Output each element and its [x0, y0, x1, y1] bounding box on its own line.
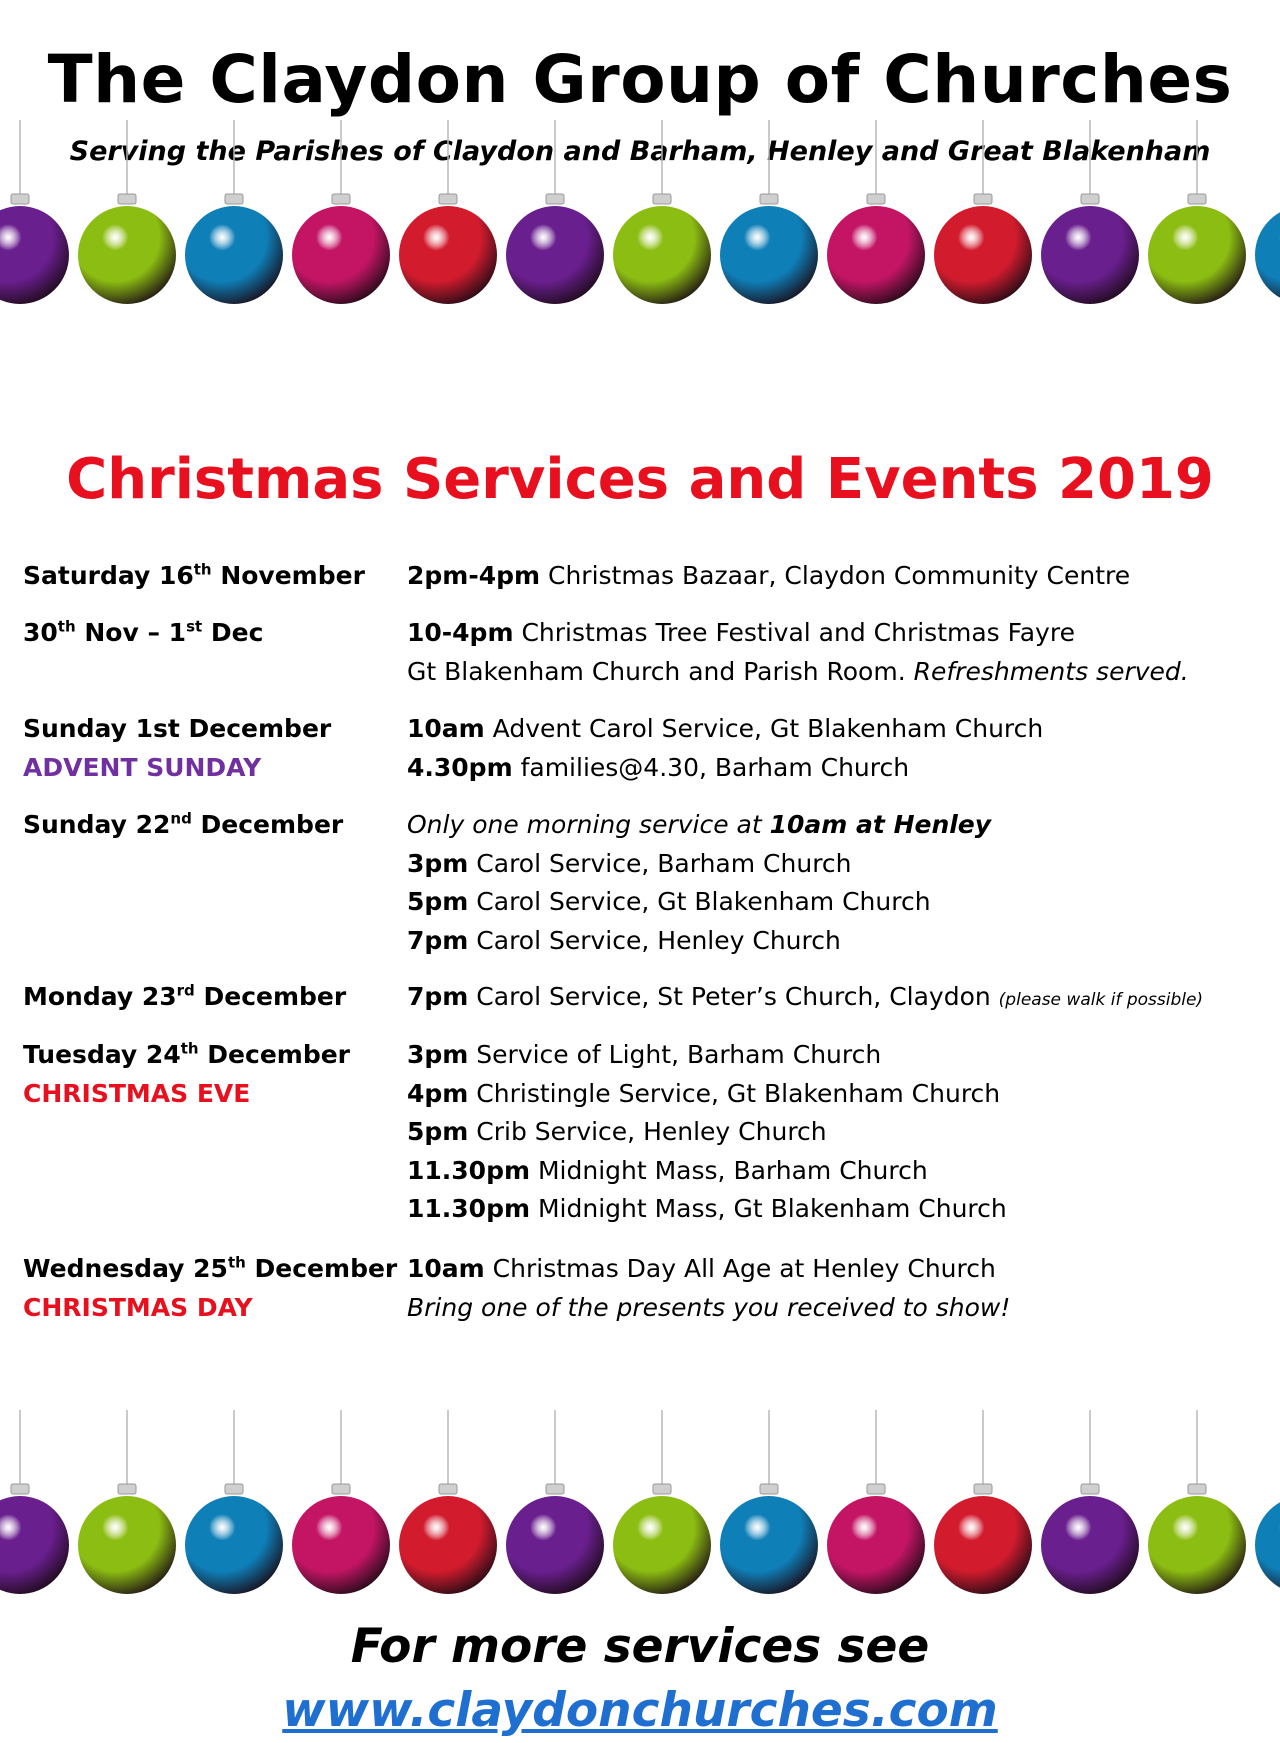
bauble-ornament	[934, 206, 1032, 304]
event-details	[407, 710, 1277, 787]
event-date	[23, 710, 408, 787]
event-date	[23, 806, 408, 845]
event-time: 10am	[407, 714, 485, 743]
event-time: 5pm	[407, 887, 469, 916]
event-description: Christmas Tree Festival and Christmas Fayre	[513, 618, 1075, 647]
bauble-cap	[11, 1484, 29, 1494]
bauble-cap	[332, 1484, 350, 1494]
bauble-ornament	[827, 206, 925, 304]
event-description: Carol Service, Gt Blakenham Church	[468, 887, 931, 916]
event-time: 3pm	[407, 1040, 469, 1069]
bauble-cap	[653, 1484, 671, 1494]
event-details	[407, 978, 1277, 1020]
event-time: 3pm	[407, 848, 469, 878]
event-description: Gt Blakenham Church and Parish Room.	[407, 656, 914, 686]
date-suffix: th	[227, 1253, 246, 1272]
bauble-ornament	[1041, 206, 1139, 304]
bauble-cap	[225, 194, 243, 204]
bauble-ornament	[720, 1496, 818, 1594]
date-suffix: th	[57, 617, 76, 636]
event-description: Carol Service, St Peter’s Church, Claydon	[468, 982, 999, 1011]
bauble-cap	[332, 194, 350, 204]
bauble-cap	[225, 1484, 243, 1494]
event-time: 5pm	[407, 1117, 469, 1146]
event-time: 10am	[407, 1254, 485, 1283]
bauble-ornament	[1041, 1496, 1139, 1594]
bauble-cap	[867, 194, 885, 204]
event-time: 10-4pm	[407, 618, 514, 647]
bauble-ornament	[934, 1496, 1032, 1594]
bauble-ornament	[0, 1496, 69, 1594]
footer-text: For more services see	[350, 1619, 930, 1674]
bauble-cap	[118, 194, 136, 204]
date-text: December	[198, 1040, 351, 1069]
bauble-cap	[974, 194, 992, 204]
bauble-cap	[1081, 1484, 1099, 1494]
event-time: 4.30pm	[407, 752, 513, 782]
event-details	[407, 614, 1277, 691]
bauble-cap	[1188, 194, 1206, 204]
date-text: 30	[23, 618, 58, 647]
bauble-ornament	[613, 1496, 711, 1594]
bauble-ornament	[827, 1496, 925, 1594]
events-heading: Christmas Services and Events 2019	[66, 447, 1214, 512]
bauble-cap	[546, 1484, 564, 1494]
ornament-row-bottom	[0, 1410, 1280, 1610]
bauble-garland-icon	[0, 120, 1280, 320]
event-description: Christmas Day All Age at Henley Church	[484, 1254, 996, 1283]
event-details	[407, 1036, 1277, 1229]
event-description: Carol Service, Henley Church	[468, 925, 841, 955]
bauble-cap	[760, 194, 778, 204]
event-date	[23, 614, 408, 653]
bauble-ornament	[1148, 1496, 1246, 1594]
event-time: 7pm	[407, 925, 469, 955]
event-description: Advent Carol Service, Gt Blakenham Church	[484, 714, 1044, 743]
event-date	[23, 557, 408, 596]
bauble-ornament	[292, 206, 390, 304]
bauble-ornament	[185, 206, 283, 304]
event-description: Christingle Service, Gt Blakenham Church	[468, 1078, 1001, 1108]
date-suffix: rd	[176, 981, 195, 1000]
event-note: Refreshments served.	[913, 656, 1189, 686]
occasion-label: CHRISTMAS DAY	[23, 1292, 253, 1322]
date-text: Sunday 22	[23, 810, 171, 839]
date-suffix: th	[180, 1039, 199, 1058]
bauble-cap	[1188, 1484, 1206, 1494]
occasion-label: CHRISTMAS EVE	[23, 1078, 251, 1108]
bauble-cap	[439, 1484, 457, 1494]
event-description: families@4.30, Barham Church	[512, 752, 910, 782]
event-description: Christmas Bazaar, Claydon Community Centre	[540, 561, 1131, 590]
event-date	[23, 1036, 408, 1113]
event-time: 11.30pm	[407, 1155, 531, 1185]
website-link[interactable]: www.claydonchurches.com	[282, 1683, 998, 1738]
event-note-emphasis: 10am at Henley	[769, 810, 992, 839]
date-suffix: th	[193, 560, 212, 579]
date-text: December	[191, 810, 344, 839]
event-date	[23, 1250, 408, 1327]
bauble-ornament	[292, 1496, 390, 1594]
bauble-ornament	[78, 1496, 176, 1594]
bauble-cap	[653, 194, 671, 204]
date-suffix: nd	[170, 809, 192, 828]
event-details	[407, 557, 1277, 596]
date-text: December	[245, 1254, 398, 1283]
bauble-ornament	[185, 1496, 283, 1594]
page-title: The Claydon Group of Churches	[47, 41, 1233, 118]
bauble-ornament	[1255, 1496, 1280, 1594]
date-text: Monday 23	[23, 982, 177, 1011]
date-text: Wednesday 25	[23, 1254, 228, 1283]
bauble-cap	[1081, 194, 1099, 204]
bauble-ornament	[399, 1496, 497, 1594]
event-note: Bring one of the presents you received to show!	[407, 1292, 1011, 1322]
ornament-row-top	[0, 120, 1280, 320]
bauble-cap	[118, 1484, 136, 1494]
event-details	[407, 1250, 1277, 1327]
event-description: Midnight Mass, Barham Church	[530, 1155, 928, 1185]
bauble-ornament	[1255, 206, 1280, 304]
date-suffix: st	[186, 617, 203, 636]
bauble-ornament	[1148, 206, 1246, 304]
date-text: Saturday 16	[23, 561, 194, 590]
date-text: Sunday 1st December	[23, 714, 332, 743]
date-text: Tuesday 24	[23, 1040, 181, 1069]
event-details	[407, 806, 1277, 960]
bauble-ornament	[720, 206, 818, 304]
bauble-cap	[439, 194, 457, 204]
event-description: Service of Light, Barham Church	[468, 1040, 882, 1069]
event-note: Only one morning service at	[407, 810, 770, 839]
bauble-cap	[867, 1484, 885, 1494]
event-description: Midnight Mass, Gt Blakenham Church	[530, 1194, 1007, 1223]
date-text: Dec	[202, 618, 264, 647]
bauble-ornament	[506, 206, 604, 304]
event-description: Carol Service, Barham Church	[468, 848, 852, 878]
bauble-cap	[760, 1484, 778, 1494]
date-text: December	[194, 982, 347, 1011]
bauble-ornament	[78, 206, 176, 304]
date-text: November	[211, 561, 365, 590]
footer	[0, 1615, 1280, 1743]
event-date	[23, 978, 408, 1017]
event-time: 2pm-4pm	[407, 561, 541, 590]
bauble-ornament	[0, 206, 69, 304]
bauble-ornament	[399, 206, 497, 304]
bauble-ornament	[613, 206, 711, 304]
bauble-cap	[11, 194, 29, 204]
bauble-cap	[546, 194, 564, 204]
bauble-ornament	[506, 1496, 604, 1594]
date-text: Nov – 1	[75, 618, 187, 647]
bauble-garland-icon	[0, 1410, 1280, 1610]
event-time: 11.30pm	[407, 1194, 531, 1223]
page-subtitle: Serving the Parishes of Claydon and Barham, Henley and Great Blakenham	[69, 136, 1211, 167]
event-note: (please walk if possible)	[998, 990, 1204, 1010]
occasion-label: ADVENT SUNDAY	[23, 752, 262, 782]
event-time: 7pm	[407, 982, 469, 1011]
bauble-cap	[974, 1484, 992, 1494]
event-description: Crib Service, Henley Church	[468, 1117, 827, 1146]
event-time: 4pm	[407, 1078, 469, 1108]
